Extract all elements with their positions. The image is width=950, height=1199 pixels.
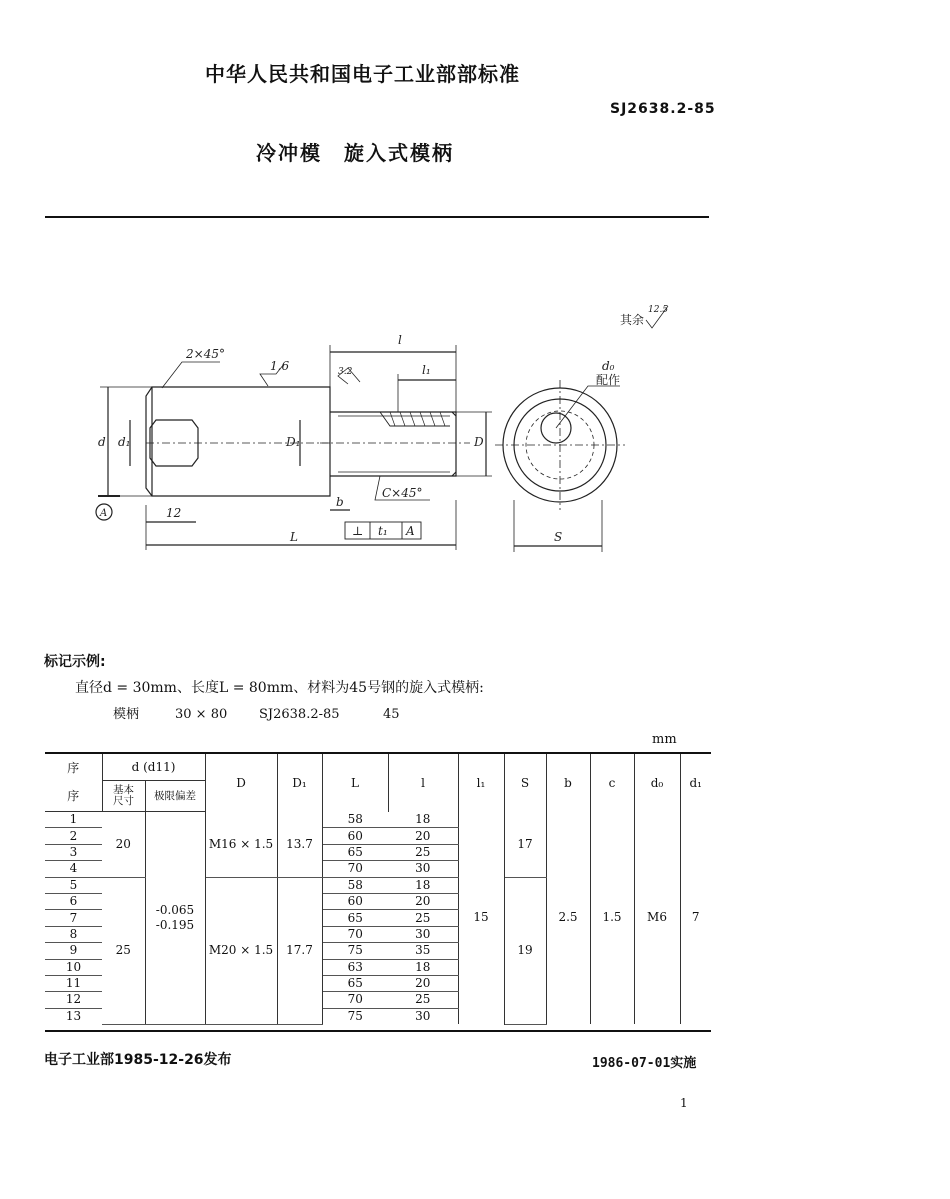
example-marking (113, 703, 400, 722)
cell-L: 65 (322, 844, 388, 860)
cell-L: 60 (322, 893, 388, 909)
cell-seq: 1 (45, 812, 102, 828)
cell-d-group2: 25 (102, 877, 145, 1024)
cell-l1: 15 (458, 812, 504, 1025)
header-seq-bottom: 序 (45, 781, 102, 812)
table-unit: mm (652, 732, 677, 747)
cell-seq: 12 (45, 992, 102, 1008)
cell-l: 30 (388, 861, 458, 877)
cell-seq: 11 (45, 975, 102, 991)
page-number: 1 (680, 1096, 688, 1110)
cell-seq: 9 (45, 943, 102, 959)
label-d: d (98, 435, 106, 449)
dev-upper: -0.065 (155, 902, 195, 917)
header-l1: l₁ (458, 754, 504, 812)
cell-l: 25 (388, 844, 458, 860)
cell-L: 63 (322, 959, 388, 975)
label-perp: ⊥ (352, 524, 364, 538)
example-description: 直径d = 30mm、长度L = 80mm、材料为45号钢的旋入式模柄: (75, 680, 484, 696)
issued-date: 电子工业部1985-12-26发布 (44, 1052, 232, 1068)
cell-seq: 4 (45, 861, 102, 877)
header-b: b (546, 754, 590, 812)
threaded-shank (330, 412, 456, 476)
label-D: D (474, 435, 484, 449)
cell-d1: 7 (691, 910, 700, 925)
dev-lower: -0.195 (155, 917, 195, 932)
cell-seq: 6 (45, 893, 102, 909)
title-part-2: 旋入式模柄 (344, 141, 454, 165)
cell-D1-group1: 13.7 (277, 812, 322, 878)
title-part-1: 冷冲模 (256, 141, 322, 165)
cell-l: 35 (388, 943, 458, 959)
cell-l: 18 (388, 812, 458, 828)
cell-L: 60 (322, 828, 388, 844)
spec-table (45, 754, 711, 1025)
label-chamfer-c: C×45° (382, 486, 423, 500)
header-S: S (504, 754, 546, 812)
header-d-dev: 极限偏差 (145, 781, 205, 812)
table-row (45, 812, 711, 828)
header-d-basic-line2: 尺寸 (113, 795, 134, 807)
cell-l: 25 (388, 992, 458, 1008)
cell-seq: 2 (45, 828, 102, 844)
sample-size: 30 × 80 (175, 707, 228, 722)
label-chamfer-top: 2×45° (186, 347, 225, 361)
example-heading: 标记示例: (44, 654, 106, 670)
header-rule (45, 216, 709, 218)
label-d0: d₀ (602, 359, 615, 373)
header-d-basic-line1: 基本 (113, 784, 134, 796)
cell-D-group2: M20 × 1.5 (205, 877, 277, 1024)
table-bottom-rule (45, 1030, 711, 1032)
standard-code: SJ2638.2-85 (610, 101, 716, 117)
label-roughness-value: 12.5 (648, 305, 669, 315)
sample-code: SJ2638.2-85 (259, 707, 340, 722)
cell-L: 75 (347, 1008, 363, 1023)
cell-l: 25 (388, 910, 458, 926)
label-l1: l₁ (422, 363, 431, 377)
cell-l: 30 (388, 1008, 458, 1024)
cell-seq: 10 (45, 959, 102, 975)
cell-L: 58 (322, 812, 388, 828)
label-tol-datum: A (406, 524, 415, 538)
cell-D1-group2: 17.7 (277, 877, 322, 1024)
sample-name: 模柄 (113, 707, 140, 722)
label-dim-12: 12 (166, 506, 182, 520)
label-datum: A (100, 508, 108, 519)
header-d-group: d (d11) (102, 754, 205, 781)
header-d1: d₁ (689, 775, 702, 790)
cell-seq: 7 (45, 910, 102, 926)
label-tol-t1: t₁ (378, 524, 388, 538)
header-c: c (590, 754, 634, 812)
cell-S-group1: 17 (504, 812, 546, 878)
label-L: L (290, 530, 298, 544)
cell-d0: M6 (634, 812, 680, 1025)
cell-b: 2.5 (546, 812, 590, 1025)
cell-l: 18 (388, 959, 458, 975)
label-roughness-16: 1.6 (270, 359, 290, 373)
label-d0-note: 配作 (596, 373, 621, 387)
cell-c: 1.5 (590, 812, 634, 1025)
header-D1: D₁ (277, 754, 322, 812)
label-b: b (336, 495, 344, 509)
cell-L: 58 (322, 877, 388, 893)
cell-d-group1: 20 (102, 812, 145, 878)
header-d-basic (102, 781, 145, 812)
org-standard-title: 中华人民共和国电子工业部部标准 (205, 62, 520, 86)
cell-L: 65 (322, 910, 388, 926)
header-L: L (322, 754, 388, 812)
cell-l: 20 (388, 828, 458, 844)
label-roughness-3-2: 3.2 (338, 367, 353, 377)
cell-seq: 5 (45, 877, 102, 893)
cell-L: 75 (322, 943, 388, 959)
cell-L: 70 (322, 861, 388, 877)
label-D1: D₁ (286, 435, 301, 449)
cell-D-group1: M16 × 1.5 (205, 812, 277, 878)
header-d0: d₀ (634, 754, 680, 812)
label-S: S (554, 530, 563, 544)
header-seq-top: 序 (45, 754, 102, 781)
header-D: D (205, 754, 277, 812)
cell-S-group2: 19 (504, 877, 546, 1024)
cell-seq: 3 (45, 844, 102, 860)
sample-material: 45 (383, 707, 400, 722)
handle-head-outline (152, 387, 330, 496)
cell-L: 70 (322, 992, 388, 1008)
label-l: l (398, 333, 402, 347)
cell-L: 65 (322, 975, 388, 991)
cell-l: 30 (388, 926, 458, 942)
technical-drawing (90, 300, 690, 570)
cell-dev (145, 812, 205, 1025)
cell-l: 20 (388, 975, 458, 991)
cell-l: 18 (388, 877, 458, 893)
cell-seq: 13 (65, 1008, 82, 1023)
cell-L: 70 (322, 926, 388, 942)
header-l: l (388, 754, 458, 812)
label-roughness-note: 其余 (620, 313, 645, 327)
effective-date: 1986-07-01实施 (592, 1056, 697, 1071)
cell-l: 20 (388, 893, 458, 909)
label-d1: d₁ (118, 435, 131, 449)
cell-seq: 8 (45, 926, 102, 942)
document-title (256, 137, 454, 166)
